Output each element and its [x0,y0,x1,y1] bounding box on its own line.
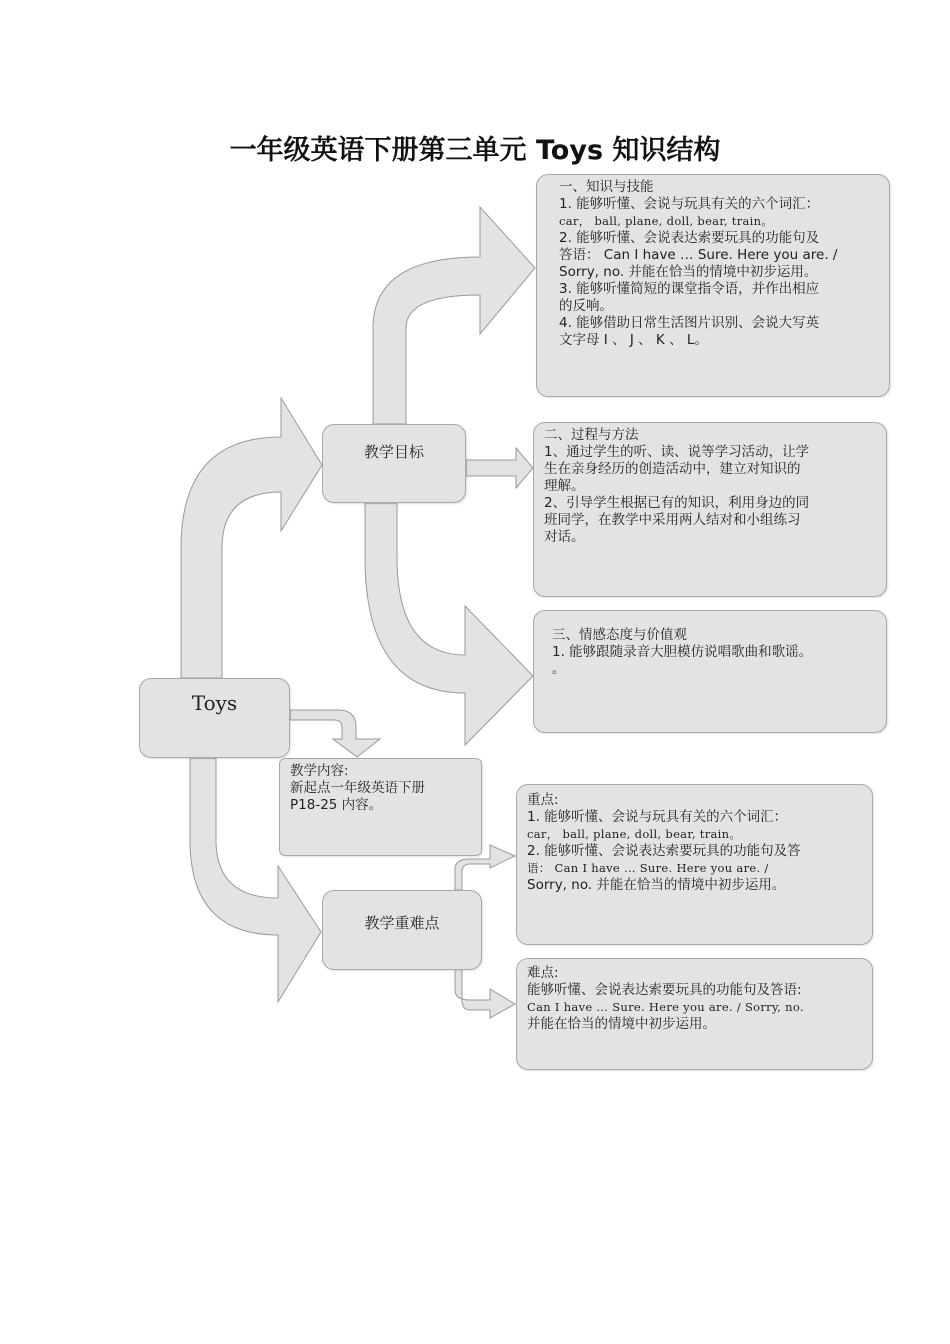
process-line-3: 生在亲身经历的创造活动中，建立对知识的 [544,461,801,477]
node-teaching-goal [322,424,466,503]
page-title: 一年级英语下册第三单元 Toys 知识结构 [229,135,721,166]
knowledge-line-9: 4. 能够借助日常生活图片识别、会说大写英 [559,315,820,331]
process-line-5: 2、引导学生根据已有的知识，利用身边的同 [544,495,810,511]
knowledge-line-10: 文字母 I 、 J 、 K 、 L。 [559,332,708,348]
difficult-line-4: 并能在恰当的情境中初步运用。 [527,1016,716,1032]
node-teaching-content [279,758,482,856]
arrow-goal-to-knowledge [373,207,535,424]
keypoints-line-1: 重点: [527,792,559,808]
emotion-line-1: 三、情感态度与价值观 [552,627,687,643]
knowledge-line-2: 1. 能够听懂、会说与玩具有关的六个词汇： [559,196,820,212]
knowledge-line-8: 的反响。 [559,298,613,314]
node-key-points [516,784,873,945]
arrow-toys-to-content [290,710,380,757]
keypoints-line-6: Sorry, no. 并能在恰当的情境中初步运用。 [527,877,786,893]
process-line-2: 1、通过学生的听、读、说等学习活动，让学 [544,444,810,460]
node-toys-label: Toys [191,691,238,715]
content-line-1: 教学内容: [290,763,349,779]
knowledge-line-4: 2. 能够听懂、会说表达索要玩具的功能句及 [559,230,820,246]
difficult-line-1: 难点: [527,965,559,981]
content-line-2: 新起点一年级英语下册 [290,780,425,796]
knowledge-line-3: car， ball, plane, doll, bear, train。 [559,214,774,228]
node-emotion-values [533,610,887,733]
node-process-methods [533,422,887,597]
node-toys [139,678,290,758]
node-key-difficult [322,890,482,970]
arrow-goal-to-emotion [365,503,533,745]
knowledge-line-1: 一、知识与技能 [559,179,654,195]
node-difficult-points [516,958,873,1070]
node-knowledge-skills [536,174,890,397]
node-key-difficult-label: 教学重难点 [364,913,440,932]
process-line-7: 对话。 [544,529,585,545]
emotion-line-2: 1. 能够跟随录音大胆模仿说唱歌曲和歌谣。 [552,644,813,660]
node-teaching-goal-label: 教学目标 [363,443,424,461]
knowledge-line-5: 答语： Can I have … Sure. Here you are. / [559,247,838,263]
arrow-goal-to-process [466,448,533,488]
keypoints-line-3: car， ball, plane, doll, bear, train。 [527,827,742,841]
process-line-1: 二、过程与方法 [544,427,639,443]
process-line-4: 理解。 [544,478,585,494]
keypoints-line-4: 2. 能够听懂、会说表达索要玩具的功能句及答 [527,843,801,859]
arrow-keydiff-to-difficult [455,968,515,1018]
difficult-line-3: Can I have … Sure. Here you are. / Sorry, no. [527,1000,804,1014]
knowledge-line-7: 3. 能够听懂简短的课堂指令语，并作出相应 [559,281,820,297]
process-line-6: 班同学，在教学中采用两人结对和小组练习 [544,512,801,528]
emotion-line-3: 。 [552,661,566,677]
arrow-toys-to-goal [181,398,322,678]
knowledge-line-6: Sorry, no. 并能在恰当的情境中初步运用。 [559,264,818,280]
keypoints-line-5: 语： Can I have … Sure. Here you are. / [527,861,769,875]
content-line-3: P18-25 内容。 [290,797,383,813]
difficult-line-2: 能够听懂、会说表达索要玩具的功能句及答语: [527,982,802,998]
keypoints-line-2: 1. 能够听懂、会说与玩具有关的六个词汇： [527,809,788,825]
